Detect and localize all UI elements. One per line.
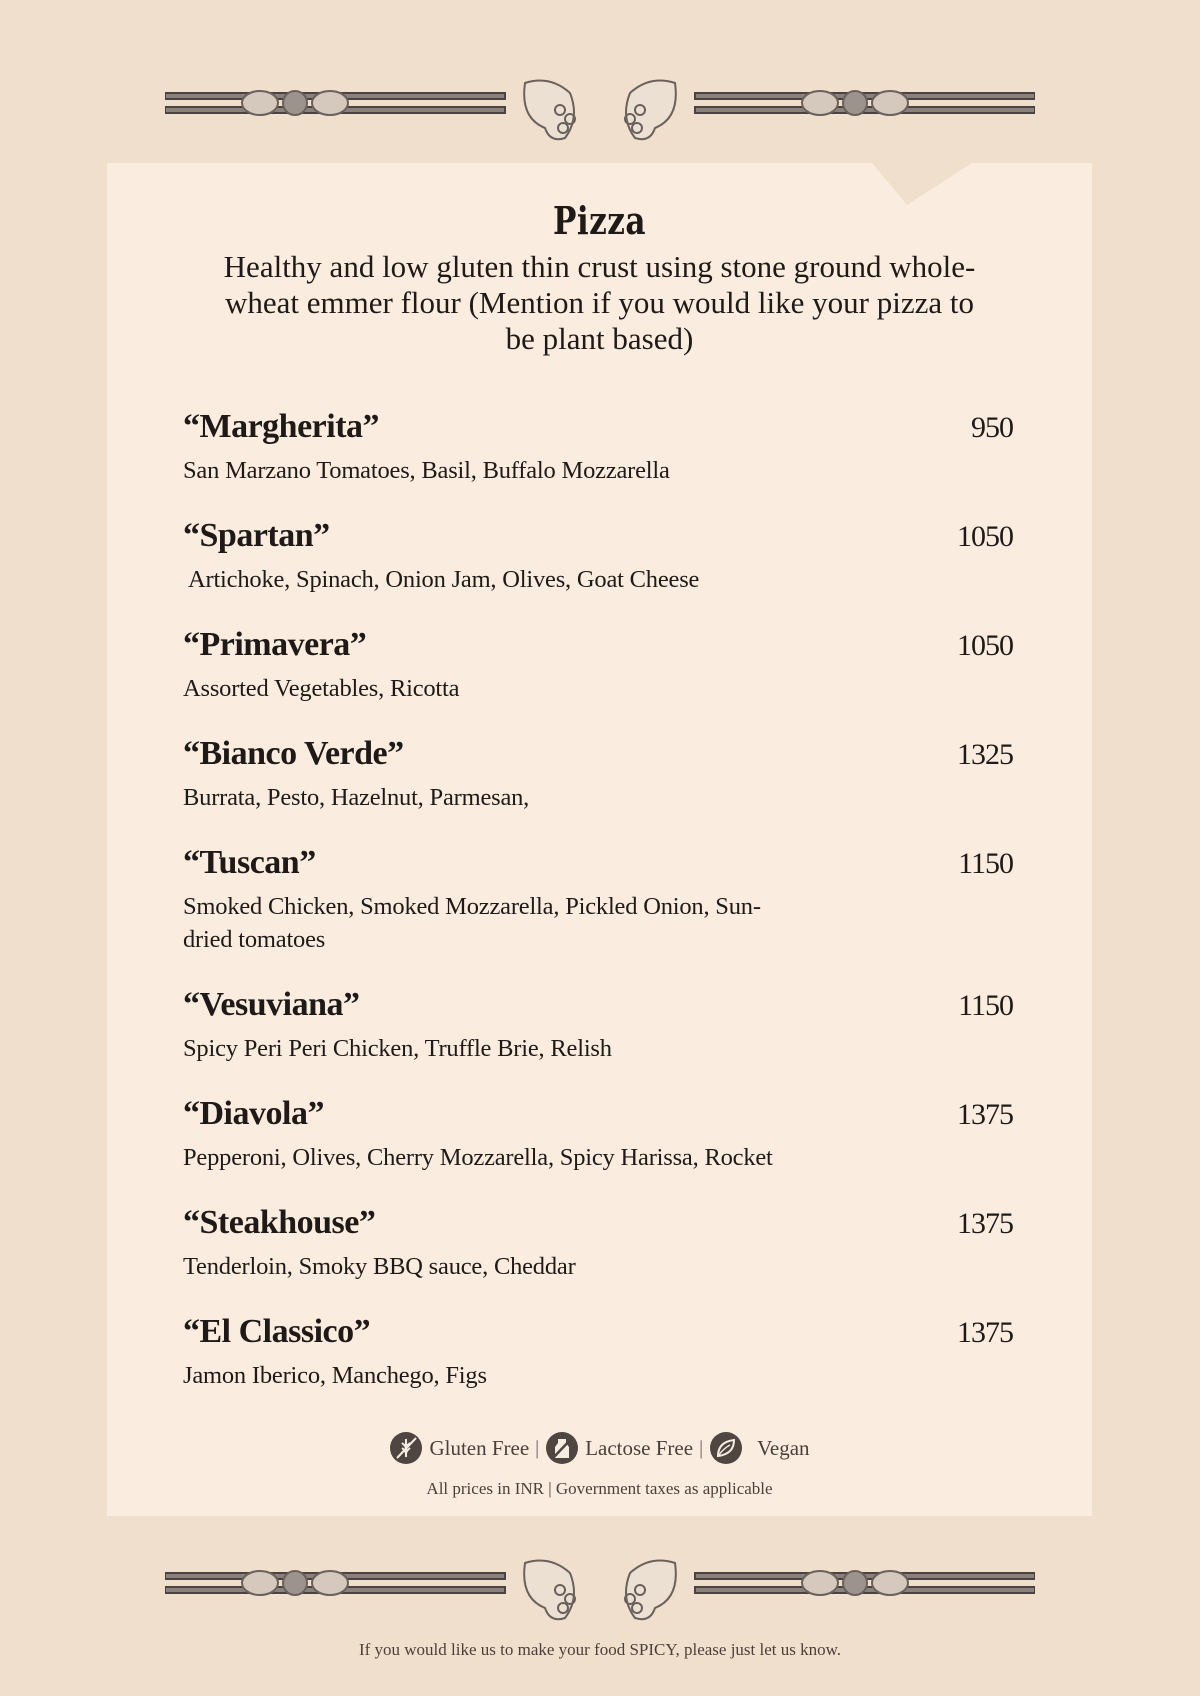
item-price: 1325 [957,738,1013,771]
item-price: 950 [971,411,1013,444]
menu-item [183,1095,1013,1174]
item-name: “Primavera” [183,626,367,663]
item-name: “Diavola” [183,1095,324,1132]
top-ornament-grapevine-divider [165,75,1035,145]
menu-item [183,408,1013,487]
dietary-legend [107,1431,1092,1465]
bottom-ornament-grapevine-divider [165,1555,1035,1625]
item-price: 1150 [958,989,1013,1022]
menu-item [183,517,1013,596]
menu-item [183,844,1013,956]
gluten-free-icon [389,1431,423,1465]
legend-vegan [709,1431,809,1465]
price-disclaimer: All prices in INR | Government taxes as applicable [426,1479,773,1498]
menu-card [107,163,1092,1516]
menu-item [183,626,1013,705]
item-price: 1050 [957,520,1013,553]
legend-label: Gluten Free [429,1435,530,1460]
item-name: “Bianco Verde” [183,735,404,772]
item-description: Burrata, Pesto, Hazelnut, Parmesan, [183,784,530,811]
item-description: Jamon Iberico, Manchego, Figs [183,1362,487,1389]
menu-item [183,735,1013,814]
item-price: 1375 [957,1098,1013,1131]
item-name: “Vesuviana” [183,986,360,1023]
menu-item [183,1204,1013,1283]
menu-item [183,986,1013,1065]
item-description: Tenderloin, Smoky BBQ sauce, Cheddar [183,1253,576,1280]
item-name: “Steakhouse” [183,1204,376,1241]
menu-item-list [183,408,1013,1422]
item-description: Pepperoni, Olives, Cherry Mozzarella, Spicy Harissa, Rocket [183,1144,773,1171]
item-name: “Tuscan” [183,844,316,881]
legend-lactose-free [545,1431,693,1465]
section-subtitle: Healthy and low gluten thin crust using stone ground whole-wheat emmer flour (Mention if you would like your pizza to be plant based) [223,249,976,356]
section-title: Pizza [553,198,646,243]
item-price: 1150 [958,847,1013,880]
item-price: 1375 [957,1316,1013,1349]
legend-separator: | [699,1436,704,1459]
item-description: Artichoke, Spinach, Onion Jam, Olives, Goat Cheese [188,566,700,593]
legend-separator: | [535,1436,540,1459]
lactose-free-icon [545,1431,579,1465]
item-name: “Spartan” [183,517,330,554]
item-description: Spicy Peri Peri Chicken, Truffle Brie, Relish [183,1035,612,1062]
item-description: San Marzano Tomatoes, Basil, Buffalo Mozzarella [183,457,670,484]
spicy-request-note: If you would like us to make your food SPICY, please just let us know. [358,1640,842,1659]
vegan-leaf-icon [709,1431,743,1465]
item-description: Smoked Chicken, Smoked Mozzarella, Pickled Onion, Sun-dried tomatoes [183,893,761,953]
legend-label: Vegan [757,1435,810,1460]
item-name: “Margherita” [183,408,380,445]
menu-item [183,1313,1013,1392]
item-name: “El Classico” [183,1313,371,1350]
item-price: 1375 [957,1207,1013,1240]
item-description: Assorted Vegetables, Ricotta [183,675,460,702]
legend-gluten-free [389,1431,529,1465]
legend-label: Lactose Free [585,1435,694,1460]
item-price: 1050 [957,629,1013,662]
